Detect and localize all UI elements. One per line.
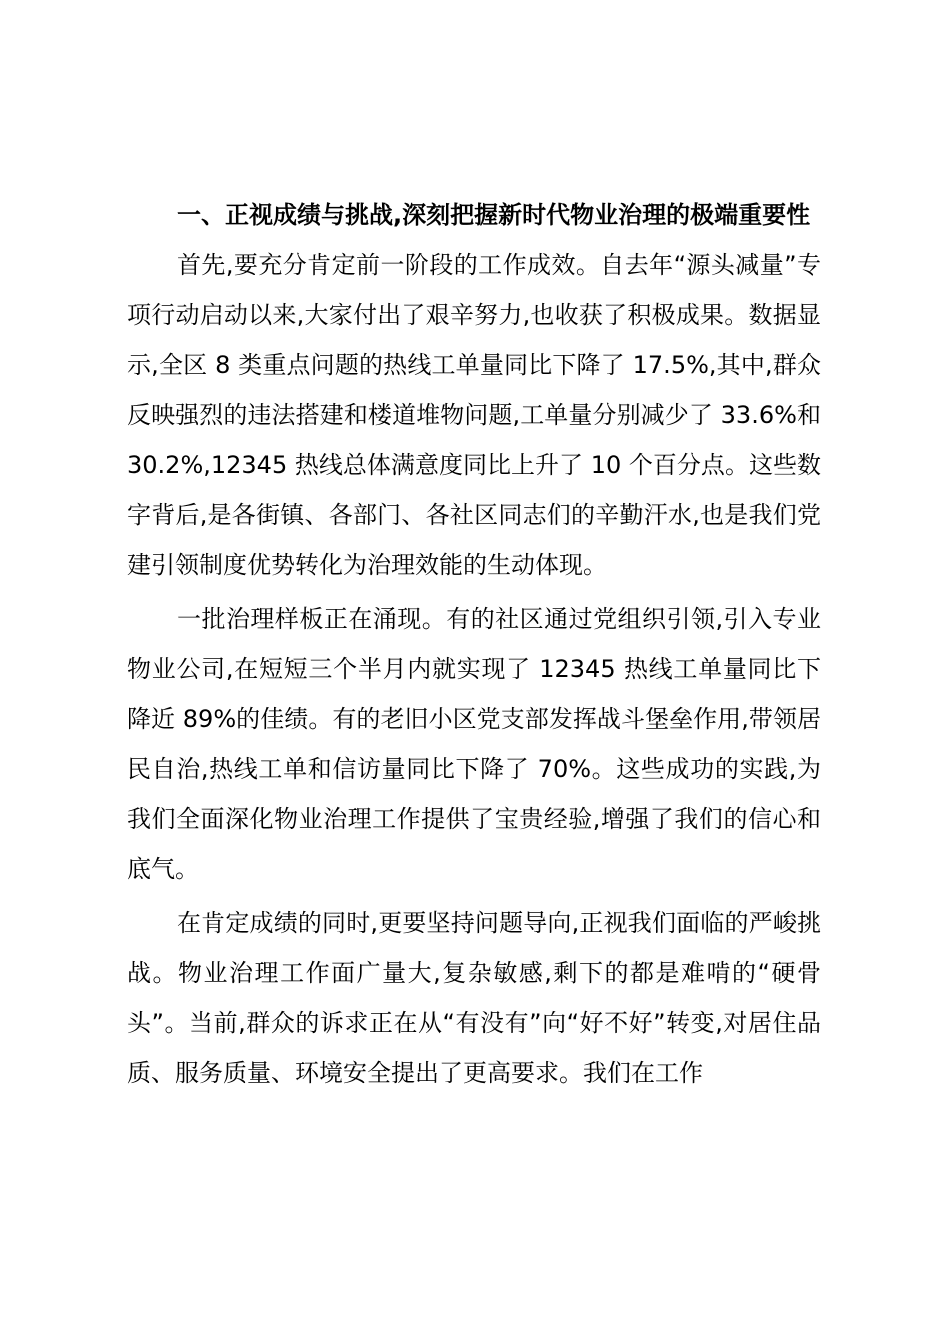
paragraph-achievements: 首先,要充分肯定前一阶段的工作成效。自去年“源头减量”专项行动启动以来,大家付出了艰辛努力,也收获了积极成果。数据显示,全区 8 类重点问题的热线工单量同比下降了 17.5%,其中,群众反映强烈的违法搭建和楼道堆物问题,工单量分别减少了 33.6%和 30.2%,12345 热线总体满意度同比上升了 10 个百分点。这些数字背后,是各街镇、各部门、各社区同志们的辛勤汗水,也是我们党建引领制度优势转化为治理效能的生动体现。: [127, 251, 821, 579]
paragraph-models: 一批治理样板正在涌现。有的社区通过党组织引领,引入专业物业公司,在短短三个半月内就实现了 12345 热线工单量同比下降近 89%的佳绩。有的老旧小区党支部发挥战斗堡垒作用,带领居民自治,热线工单和信访量同比下降了 70%。这些成功的实践,为我们全面深化物业治理工作提供了宝贵经验,增强了我们的信心和底气。: [127, 605, 821, 883]
section-heading: 一、正视成绩与挑战,深刻把握新时代物业治理的极端重要性: [177, 201, 811, 229]
paragraph-challenges: 在肯定成绩的同时,更要坚持问题导向,正视我们面临的严峻挑战。物业治理工作面广量大,复杂敏感,剩下的都是难啃的“硬骨头”。当前,群众的诉求正在从“有没有”向“好不好”转变,对居住品质、服务质量、环境安全提出了更高要求。我们在工作: [127, 909, 821, 1087]
document-page: [127, 190, 821, 1098]
